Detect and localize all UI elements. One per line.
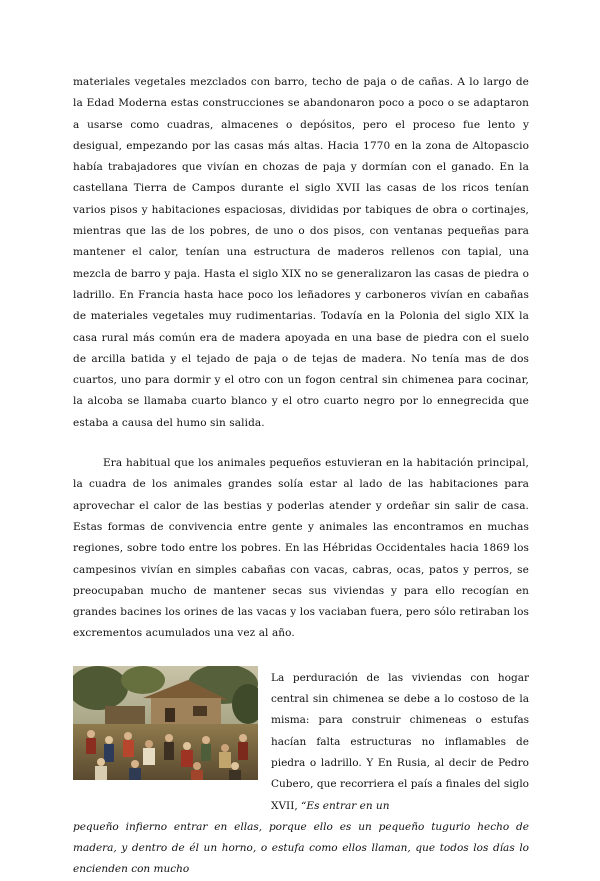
paragraph-chimney-text [271, 668, 529, 817]
document-page [73, 72, 529, 881]
paragraph-animals-cohabitation: Era habitual que los animales pequeños estuvieran en la habitación principal, la cuadra de los animales grandes solía estar al lado de las habitaciones para aprovechar el calor de las bestias y poderlas atender y ordeñar sin salir de casa. Estas formas de convivencia entre gente y animales las encontramos en muchas regiones, sobre todo entre los pobres. En las Hébridas Occidentales hacia 1869 los campesinos vivían en simples cabañas con vacas, cabras, ocas, patos y perros, se preocupaban mucho de mantener secas sus viviendas y para ello recogían en grandes bacines los orines de las vacas y los vaciaban fuera, pero sólo retiraban los excrementos acumulados una vez al año. [73, 457, 529, 640]
paragraph-chimney-quote-start: “Es entrar en un [301, 799, 390, 812]
paragraph-quote-continuation: pequeño infierno entrar en ellas, porque ello es un pequeño tugurio hecho de madera, y dentro de él un horno, o estufa como ellos llaman, que todos los días lo encienden con mucho [73, 820, 529, 876]
paragraph-chimney-normal: La perduración de las viviendas con hogar central sin chimenea se debe a lo costoso de la misma: para construir chimeneas o estufas hacían falta estructuras no inflamables de piedra o ladrillo. Y En Rusia, al decir de Pedro Cubero, que recorriera el país a finales del siglo XVII, [271, 671, 529, 812]
paragraph-housing-history: materiales vegetales mezclados con barro, techo de paja o de cañas. A lo largo de la Edad Moderna estas construcciones se abandonaron poco a poco o se adaptaron a usarse como cuadras, almacenes o depósitos, pero el proceso fue lento y desigual, empezando por las casas más altas. Hacia 1770 en la zona de Altopascio había trabajadores que vivían en chozas de paja y dormían con el ganado. En la castellana Tierra de Campos durante el siglo XVII las casas de los ricos tenían varios pisos y habitaciones espaciosas, divididas por tabiques de obra o cortinajes, mientras que las de los pobres, de uno o dos pisos, con ventanas pequeñas para mantener el calor, tenían una estructura de maderos rellenos con tapial, una mezcla de barro y paja. Hasta el siglo XIX no se generalizaron las casas de piedra o ladrillo. En Francia hasta hace poco los leñadores y carboneros vivían en cabañas de materiales vegetales muy rudimentarias. Todavía en la Polonia del siglo XIX la casa rural más común era de madera apoyada en una base de piedra con el suelo de arcilla batida y el tejado de paja o de tejas de madera. No tenía mas de dos cuartos, uno para dormir y el otro con un fogon central sin chimenea para cocinar, la alcoba se llamaba cuarto blanco y el otro cuarto negro por lo ennegrecida que estaba a causa del humo sin salida. [73, 76, 529, 429]
village-painting-image [73, 666, 258, 780]
figure-with-text [73, 666, 529, 817]
